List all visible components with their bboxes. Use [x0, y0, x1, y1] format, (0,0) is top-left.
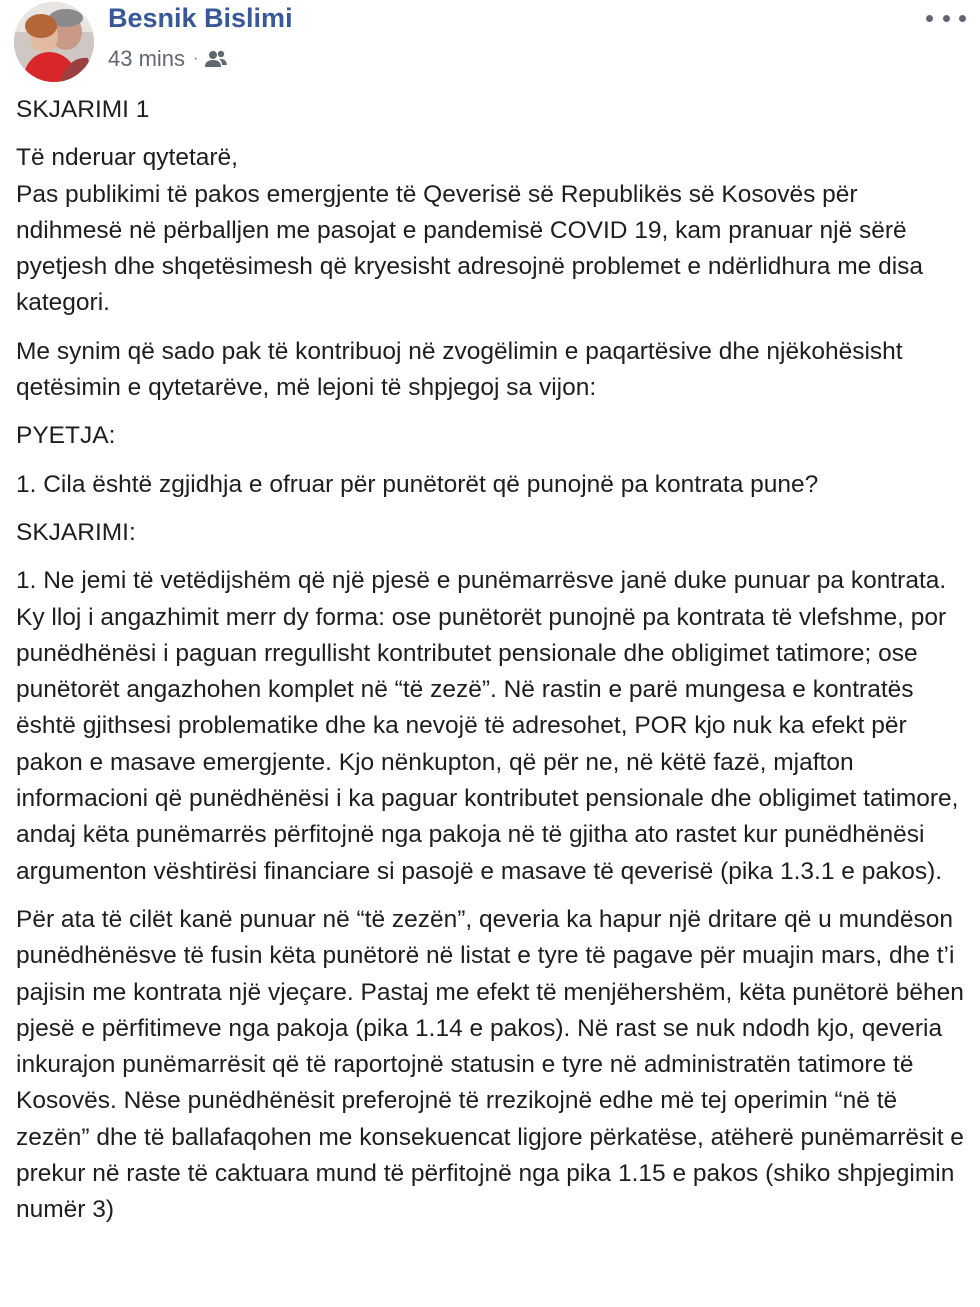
post-meta: [108, 44, 228, 74]
post-paragraph: Me synim që sado pak të kontribuoj në zvogëlimin e paqartësive dhe njëkohësisht qetësimin e qytetarëve, më lejoni të shpjegoj sa vijon:: [16, 337, 903, 402]
avatar[interactable]: [14, 2, 94, 82]
meta-separator: ·: [193, 50, 199, 67]
post-paragraph: 1. Cila është zgjidhja e ofruar për punëtorët që punojnë pa kontrata pune?: [16, 470, 819, 498]
author-name[interactable]: Besnik Bislimi: [108, 3, 293, 33]
post-paragraph: Për ata të cilët kanë punuar në “të zezën”, qeveria ka hapur një dritare që u mundëson punëdhënësve të fusin këta punëtorë në listat e tyre të pagave për muajin mars, dhe t’i pajisin me kontrata një vjeçare. Pastaj me efekt të menjëhershëm, këta punëtorë bëhen pjesë e përfitimeve nga pakoja (pika 1.14 e pakos). Në rast se nuk ndodh kjo, qeveria inkurajon punëmarrësit që të raportojnë statusin e tyre në administratën tatimore të Kosovës. Nëse punëdhënësit preferojnë të rrezikojnë edhe më tej operimin “në të zezën” dhe të ballafaqohen me konsekuencat ligjore përkatëse, atëherë punëmarrësit e prekur në raste të caktuara mund të përfitojnë nga pika 1.15 e pakos (shiko shpjegimin numër 3): [16, 905, 964, 1224]
more-dot: [926, 15, 933, 22]
post-paragraph: Të nderuar qytetarë, Pas publikimi të pakos emergjente të Qeverisë së Republikës së Kosovës për ndihmesë në përballjen me pasojat e pandemisë COVID 19, kam pranuar një sërë pyetjesh dhe shqetësimesh që kryesisht adresojnë problemet e ndërlidhura me disa kategori.: [16, 144, 924, 317]
post-text: [16, 92, 966, 1241]
friends-icon[interactable]: [204, 49, 228, 69]
post-paragraph: SKJARIMI:: [16, 518, 136, 546]
post-paragraph: PYETJA:: [16, 422, 116, 450]
post-paragraph: SKJARIMI 1: [16, 96, 150, 123]
post-paragraph: 1. Ne jemi të vetëdijshëm që një pjesë e punëmarrësve janë duke punuar pa kontrata. Ky lloj i angazhimit merr dy forma: ose punëtorët punojnë pa kontrata të vlefshme, por punëdhënësi i paguan rregullisht kontributet pensionale dhe obligimet tatimore; ose punëtorët angazhohen komplet në “të zezë”. Në rastin e parë mungesa e kontratës është gjithsesi problematike dhe ka nevojë të adresohet, POR kjo nuk ka efekt për pakon e masave emergjente. Kjo nënkupton, që për ne, në këtë fazë, mjafton informacioni që punëdhënësi i ka paguar kontributet pensionale dhe obligimet tatimore, andaj këta punëmarrës përfitojnë nga pakoja në të gjitha ato rastet kur punëdhënësi argumenton vështirësi financiare si pasojë e masave të qeverisë (pika 1.3.1 e pakos).: [16, 567, 959, 885]
post-timestamp[interactable]: 43 mins: [108, 46, 186, 71]
post-header: [0, 0, 980, 90]
more-options-icon[interactable]: [926, 8, 966, 28]
more-dot: [959, 15, 966, 22]
more-dot: [943, 15, 950, 22]
profile-photo: [14, 2, 94, 82]
